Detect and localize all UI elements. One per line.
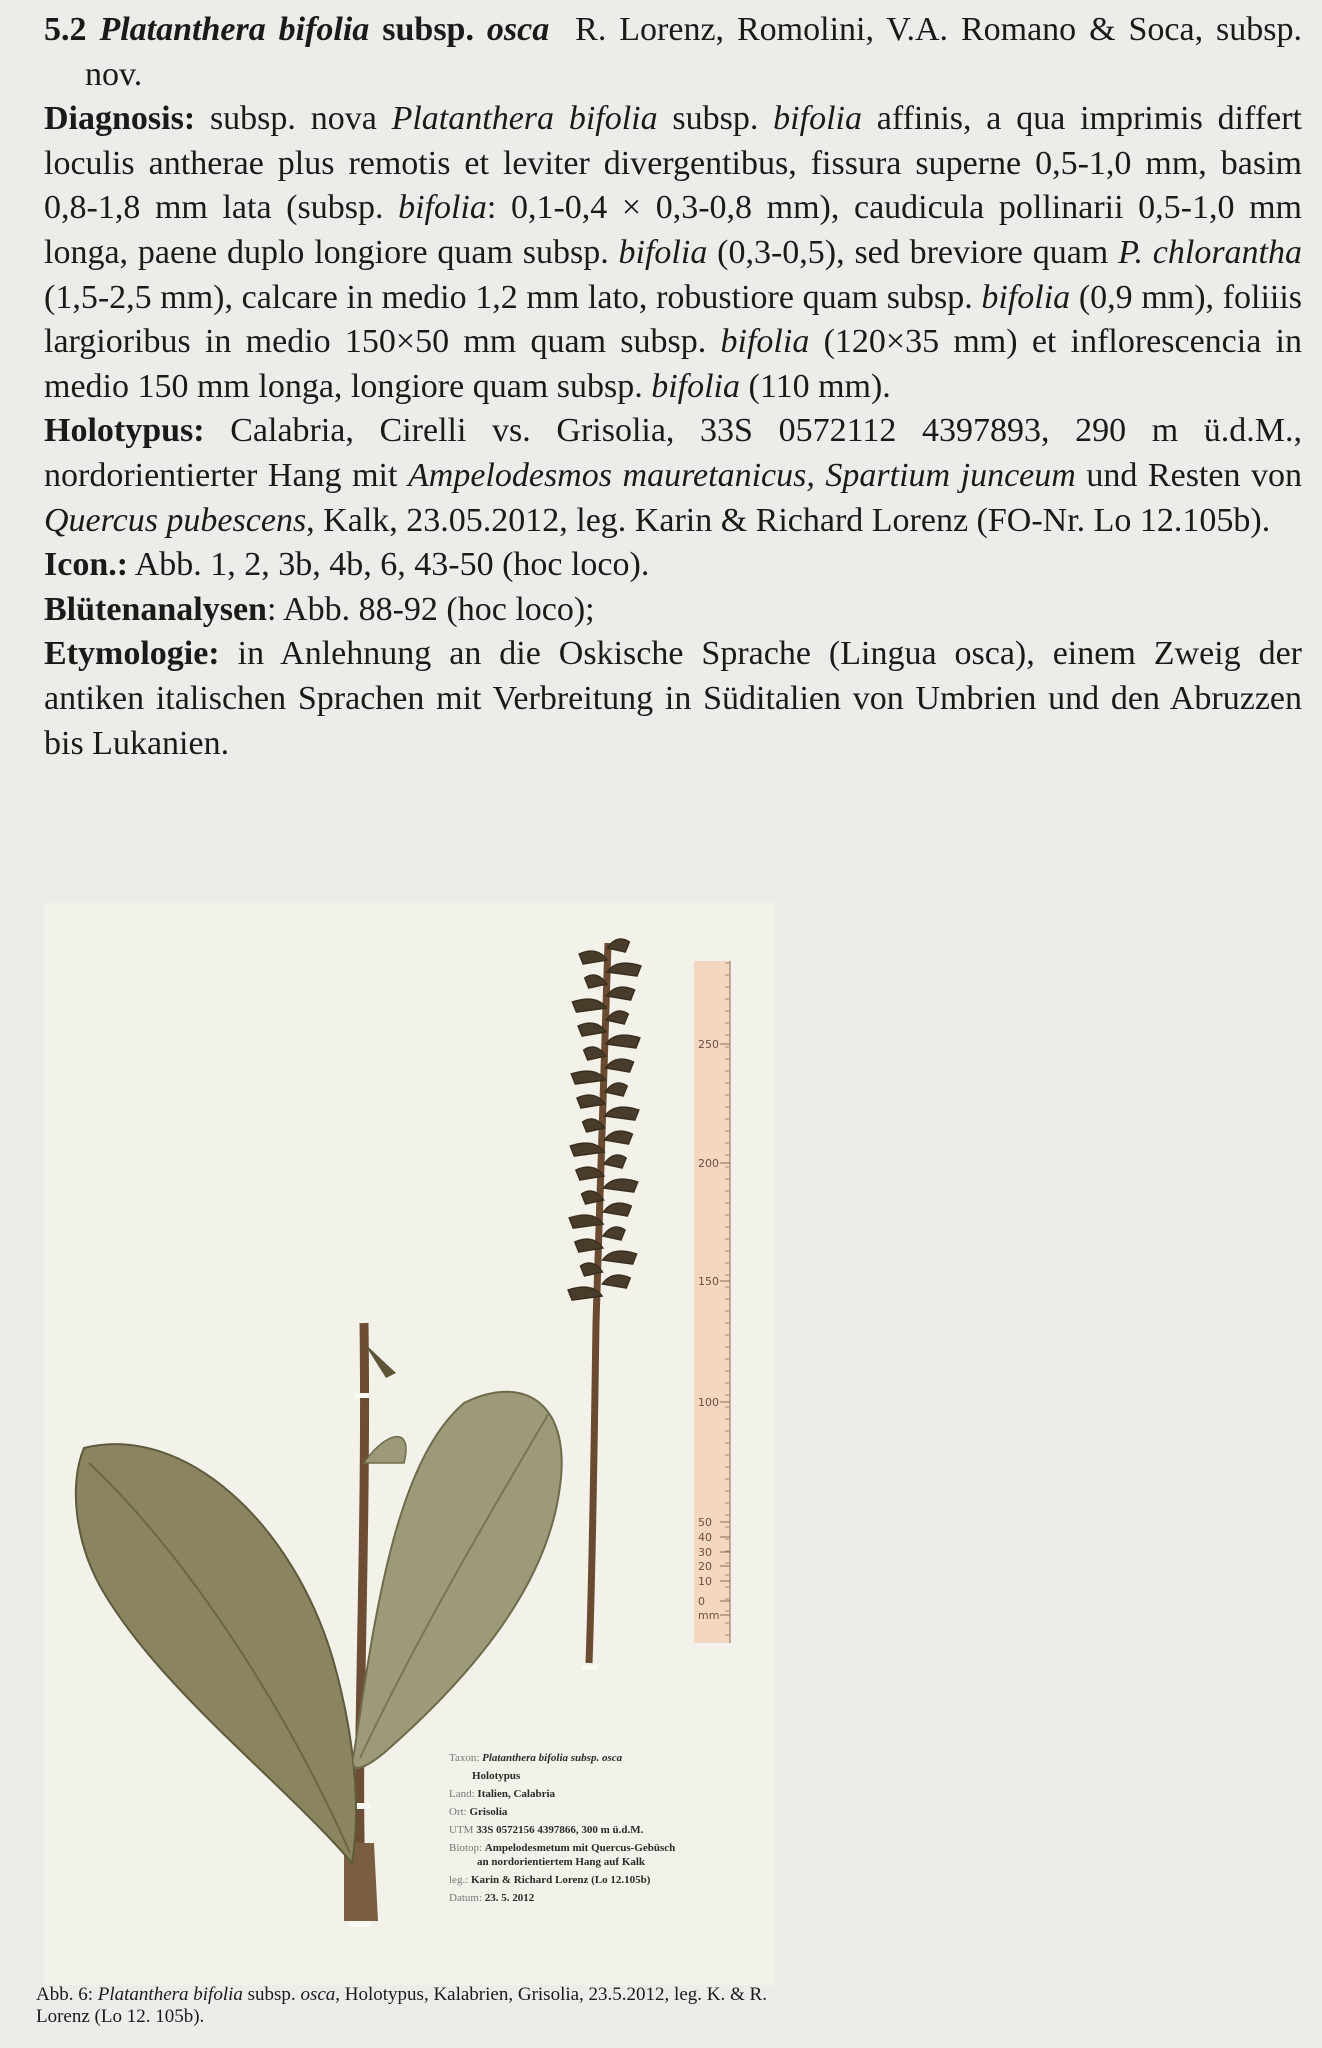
holotypus-text: , Kalk, 23.05.2012, leg. Karin & Richard Lorenz (FO-Nr. Lo 12.105b). [306,501,1271,539]
tag-utm-key: UTM [449,1824,474,1836]
ruler-tick-label: 50 [698,1516,712,1529]
caption-taxon: Platanthera bifolia [97,1984,243,2005]
diagnosis-text: (120×35 mm) et inflorescencia in medio 150 mm longa, longiore quam subsp. [44,323,1302,405]
icon-paragraph [44,543,1302,588]
ruler-tick-label: 100 [698,1396,719,1409]
diagnosis-taxon: Platanthera bifolia [391,100,658,138]
tag-land-key: Land: [449,1788,475,1800]
diagnosis-text: (110 mm). [748,367,891,405]
tag-ort: Grisolia [469,1806,508,1818]
epithet: osca [486,11,550,48]
ruler-tick-label: 0 [698,1595,705,1608]
diagnosis-text: subsp. nova [209,100,377,138]
diagnosis-taxon: bifolia [981,278,1071,316]
authors: R. Lorenz, Romolini, V.A. Romano & Soca, subsp. nov. [85,11,1303,93]
diagnosis-taxon: bifolia [720,323,810,361]
etymologie-text: in Anlehnung an die Oskische Sprache (Lingua osca), einem Zweig der antiken italischen Sprachen mit Verbreitung in Süditalien von Umbrien und den Abruzzen bis Lukanien. [44,635,1303,762]
svg-text:Datum: 23. 5. 2012 [449,1892,535,1904]
diagnosis-text: : 0,1-0,4 × 0,3-0,8 mm), caudicula pollinarii 0,5-1,0 mm longa, paene duplo longiore quam subsp. [44,189,1302,271]
diagnosis-taxon: bifolia [651,367,741,405]
ruler-tick-label: 250 [698,1038,719,1051]
ruler-tick-label: 150 [698,1275,719,1288]
ruler-tick-label: 20 [698,1560,712,1573]
rank: subsp. [382,11,474,48]
tag-ort-key: Ort: [449,1806,467,1818]
svg-text:Taxon: Platanthera bifolia sub [449,1752,623,1764]
diagnosis-label: Diagnosis: [44,100,196,138]
etymologie-label: Etymologie: [44,635,220,673]
herbarium-figure [44,903,775,1985]
holotypus-paragraph [44,409,1302,543]
tag-land: Italien, Calabria [477,1788,556,1800]
ruler-tick-label: 30 [698,1546,712,1559]
holotypus-text: Calabria, Cirelli vs. Grisolia, 33S 0572112 4397893, 290 m ü.d.M., nordorientierter Hang mit [44,412,1303,494]
diagnosis-text: subsp. [672,100,759,138]
svg-text:leg.: Karin & Richard Lorenz [449,1874,651,1886]
ruler-tick-label: 200 [698,1157,719,1170]
tag-biotop1: Ampelodesmetum mit Quercus-Gebüsch [484,1842,676,1854]
bluten-paragraph [44,588,1302,633]
tag-datum: 23. 5. 2012 [484,1892,535,1904]
ruler-tick-label: 40 [698,1531,712,1544]
tag-taxon: Platanthera bifolia subsp. osca [482,1752,623,1764]
tag-biotop2: an nordorientiertem Hang auf Kalk [477,1856,646,1868]
tag-leg: Karin & Richard Lorenz (Lo 12.105b) [471,1874,651,1886]
caption-epithet: osca [300,1984,336,2005]
holotypus-label: Holotypus: [44,412,205,450]
section-number: 5.2 [44,11,87,48]
herbarium-specimen-image [44,903,775,1985]
diagnosis-paragraph [44,97,1302,409]
tag-biotop-key: Biotop: [449,1842,483,1854]
text-block [44,8,1302,766]
holotypus-species: Quercus pubescens [44,501,307,539]
left-stem [360,1323,365,1918]
taxon-name: Platanthera bifolia [99,11,370,48]
bluten-label: Blütenanalysen [44,590,267,628]
caption-rank: subsp. [247,1984,296,2005]
tag-status: Holotypus [472,1770,521,1782]
species-heading [44,8,1302,97]
ruler-tick-label: mm [698,1609,720,1622]
tag-utm: 33S 0572156 4397866, 300 m ü.d.M. [476,1824,644,1836]
icon-text: Abb. 1, 2, 3b, 4b, 6, 43-50 (hoc loco). [134,546,650,584]
svg-text:UTM 33S 0572156 4397866, 300 [449,1824,644,1836]
diagnosis-text: (0,3-0,5), sed breviore quam [717,233,1109,271]
tag-datum-key: Datum: [449,1892,482,1904]
diagnosis-taxon: bifolia [398,189,487,227]
svg-text:Biotop: Ampelodesmetum mit Que [449,1842,675,1854]
svg-text:Land: Italien, Calabria [449,1788,556,1800]
holotypus-text: und Resten von [1086,456,1303,494]
diagnosis-text: affinis, a qua imprimis differt loculis antherae plus remotis et leviter divergentibus, fissura superne 0,5-1,0 mm, basim 0,8-1,8 mm lata (subsp. [44,100,1302,227]
diagnosis-taxon: P. chlorantha [1118,233,1303,271]
etymologie-paragraph [44,632,1302,766]
caption-rest: , Holotypus, Kalabrien, Grisolia, 23.5.2012, leg. K. & R. Lorenz (Lo 12. 105b). [36,1984,767,2027]
tag-taxon-key: Taxon: [449,1752,480,1764]
diagnosis-text: (0,9 mm), foliiis largioribus in medio 150×50 mm quam subsp. [44,278,1303,361]
caption-prefix: Abb. 6: [36,1984,93,2005]
icon-label: Icon.: [44,546,129,584]
diagnosis-taxon: bifolia [618,233,708,271]
diagnosis-taxon: bifolia [773,100,862,138]
holotypus-species: Ampelodesmos mauretanicus, Spartium junceum [408,456,1076,494]
tag-leg-key: leg.: [449,1874,469,1886]
bluten-text: : Abb. 88-92 (hoc loco); [266,590,595,628]
diagnosis-text: (1,5-2,5 mm), calcare in medio 1,2 mm lato, robustiore quam subsp. [44,278,973,316]
svg-text:Ort: Grisolia [449,1806,508,1818]
ruler-tick-label: 10 [698,1575,712,1588]
figure-caption [36,1984,796,2027]
